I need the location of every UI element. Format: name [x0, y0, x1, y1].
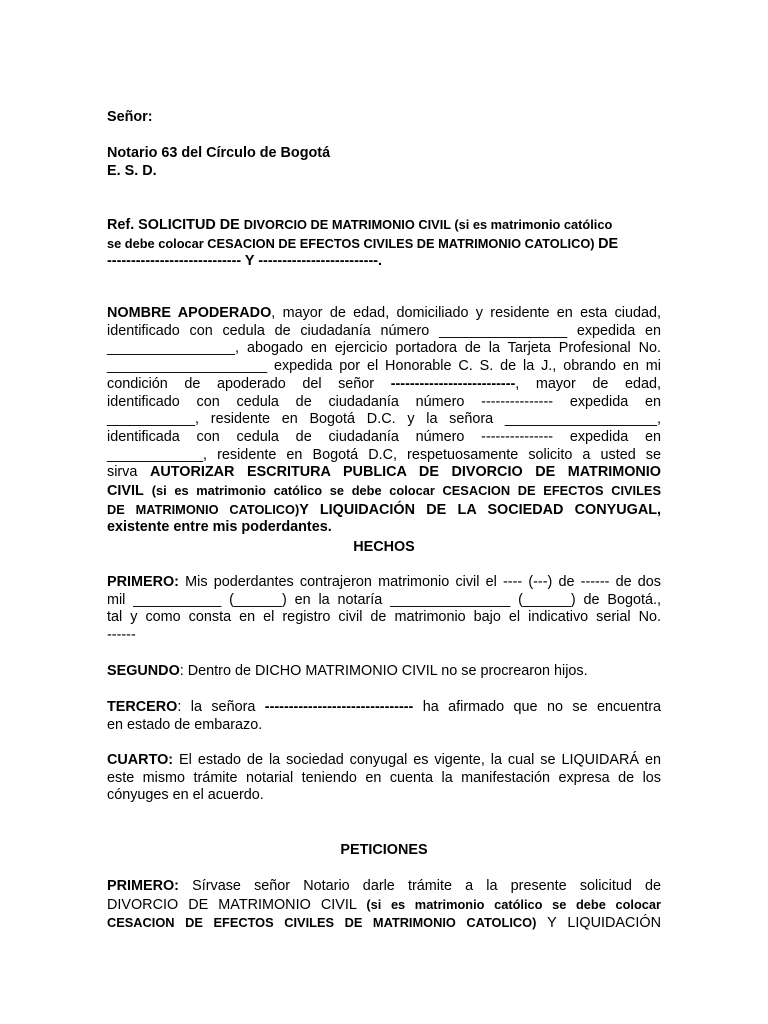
- hecho-segundo: [107, 663, 661, 681]
- intro-line-11: CIVIL (si es matrimonio católico se debe colocar CESACION DE EFECTOS CIVILES: [107, 483, 661, 500]
- hecho-cuarto: [107, 752, 661, 805]
- intro-line-8: identificada con cedula de ciudadanía número --------------- expedida en: [107, 428, 661, 445]
- senora-name-blank: -------------------------------: [264, 699, 414, 715]
- peticion-primero-line-1: PRIMERO: Sírvase señor Notario darle trámite a la presente solicitud de: [107, 878, 661, 894]
- reference-block: [107, 216, 661, 271]
- apoderado-name: NOMBRE APODERADO: [107, 305, 272, 321]
- hecho-tercero-label: TERCERO: [107, 699, 178, 715]
- salutation: [107, 109, 661, 127]
- request-title: AUTORIZAR ESCRITURA PUBLICA DE DIVORCIO DE MATRIMONIO: [149, 464, 661, 481]
- intro-line-1: NOMBRE APODERADO, mayor de edad, domiciliado y residente en esta ciudad,: [107, 305, 662, 321]
- peticion-primero-line-3: CESACION DE EFECTOS CIVILES DE MATRIMONIO CATOLICO) Y LIQUIDACIÓN: [107, 915, 661, 932]
- hecho-tercero: [107, 699, 661, 734]
- hecho-cuarto-line-2: este mismo trámite notarial teniendo en cuenta la manifestación expresa de los: [107, 769, 661, 786]
- hecho-segundo-label: SEGUNDO: [107, 663, 180, 679]
- hecho-cuarto-label: CUARTO:: [107, 752, 174, 768]
- reference-prefix: Ref. SOLICITUD DE: [107, 217, 244, 233]
- intro-line-5: condición de apoderado del señor --------------------------, mayor de edad,: [107, 375, 662, 392]
- hecho-primero-line-1: PRIMERO: Mis poderdantes contrajeron matrimonio civil el ---- (---) de ------ de dos: [107, 574, 661, 590]
- intro-line-7: ___________, residente en Bogotá D.C. y la señora ___________________,: [107, 411, 661, 428]
- hecho-primero: [107, 574, 661, 645]
- hecho-primero-line-3: tal y como consta en el registro civil de matrimonio bajo el indicativo serial No.: [107, 609, 661, 626]
- peticion-primero-label: PRIMERO:: [107, 878, 179, 894]
- reference-note: se debe colocar CESACION DE EFECTOS CIVILES DE MATRIMONIO CATOLICO): [107, 235, 599, 251]
- intro-paragraph: [107, 305, 661, 537]
- hecho-primero-line-4: ------: [107, 627, 136, 644]
- reference-line-3: ---------------------------- Y -------------------------.: [107, 253, 383, 270]
- intro-line-12: DE MATRIMONIO CATOLICO)Y LIQUIDACIÓN DE LA SOCIEDAD CONYUGAL,: [107, 501, 662, 518]
- intro-line-9: ____________, residente en Bogotá D.C, respetuosamente solicito a usted se: [107, 446, 661, 463]
- hecho-primero-label: PRIMERO:: [107, 574, 179, 590]
- intro-line-2: identificado con cedula de ciudadanía número ________________ expedida en: [107, 322, 661, 339]
- hecho-cuarto-line-3: cónyuges en el acuerdo.: [107, 787, 264, 804]
- intro-line-3: ________________, abogado en ejercicio portadora de la Tarjeta Profesional No.: [107, 340, 661, 357]
- hecho-cuarto-line-1: CUARTO: El estado de la sociedad conyugal es vigente, la cual se LIQUIDARÁ en: [107, 752, 661, 768]
- intro-line-10: sirva AUTORIZAR ESCRITURA PUBLICA DE DIVORCIO DE MATRIMONIO: [107, 464, 661, 481]
- addressee: [107, 145, 661, 180]
- addressee-line-1: Notario 63 del Círculo de Bogotá: [107, 145, 331, 161]
- peticion-primero: [107, 878, 661, 933]
- peticiones-heading: [107, 842, 661, 860]
- salutation-text: Señor:: [107, 109, 153, 125]
- hecho-primero-line-2: mil ___________ (______) en la notaría _______________ (______) de Bogotá.,: [107, 591, 661, 608]
- hecho-segundo-line: SEGUNDO: Dentro de DICHO MATRIMONIO CIVIL no se procrearon hijos.: [107, 663, 588, 679]
- intro-line-13: existente entre mis poderdantes.: [107, 519, 332, 536]
- hecho-tercero-line-1: TERCERO: la señora ------------------------------- ha afirmado que no se encuentra: [107, 699, 661, 715]
- hechos-title: HECHOS: [353, 539, 415, 555]
- intro-line-6: identificado con cedula de ciudadanía número --------------- expedida en: [107, 393, 661, 410]
- reference-de: DE: [598, 235, 619, 252]
- reference-line-2: [107, 235, 661, 254]
- intro-line-4: ____________________ expedida por el Honorable C. S. de la J., obrando en mi: [107, 358, 661, 375]
- senor-name-blank: --------------------------: [390, 375, 516, 392]
- hechos-heading: [107, 539, 661, 557]
- reference-line-1: [107, 216, 661, 235]
- reference-subject: DIVORCIO DE MATRIMONIO CIVIL (si es matrimonio católico: [243, 217, 613, 232]
- peticiones-title: PETICIONES: [340, 842, 428, 858]
- peticion-primero-line-2: DIVORCIO DE MATRIMONIO CIVIL (si es matrimonio católico se debe colocar: [107, 896, 661, 913]
- addressee-line-2: E. S. D.: [107, 162, 157, 179]
- hecho-tercero-line-2: en estado de embarazo.: [107, 716, 263, 733]
